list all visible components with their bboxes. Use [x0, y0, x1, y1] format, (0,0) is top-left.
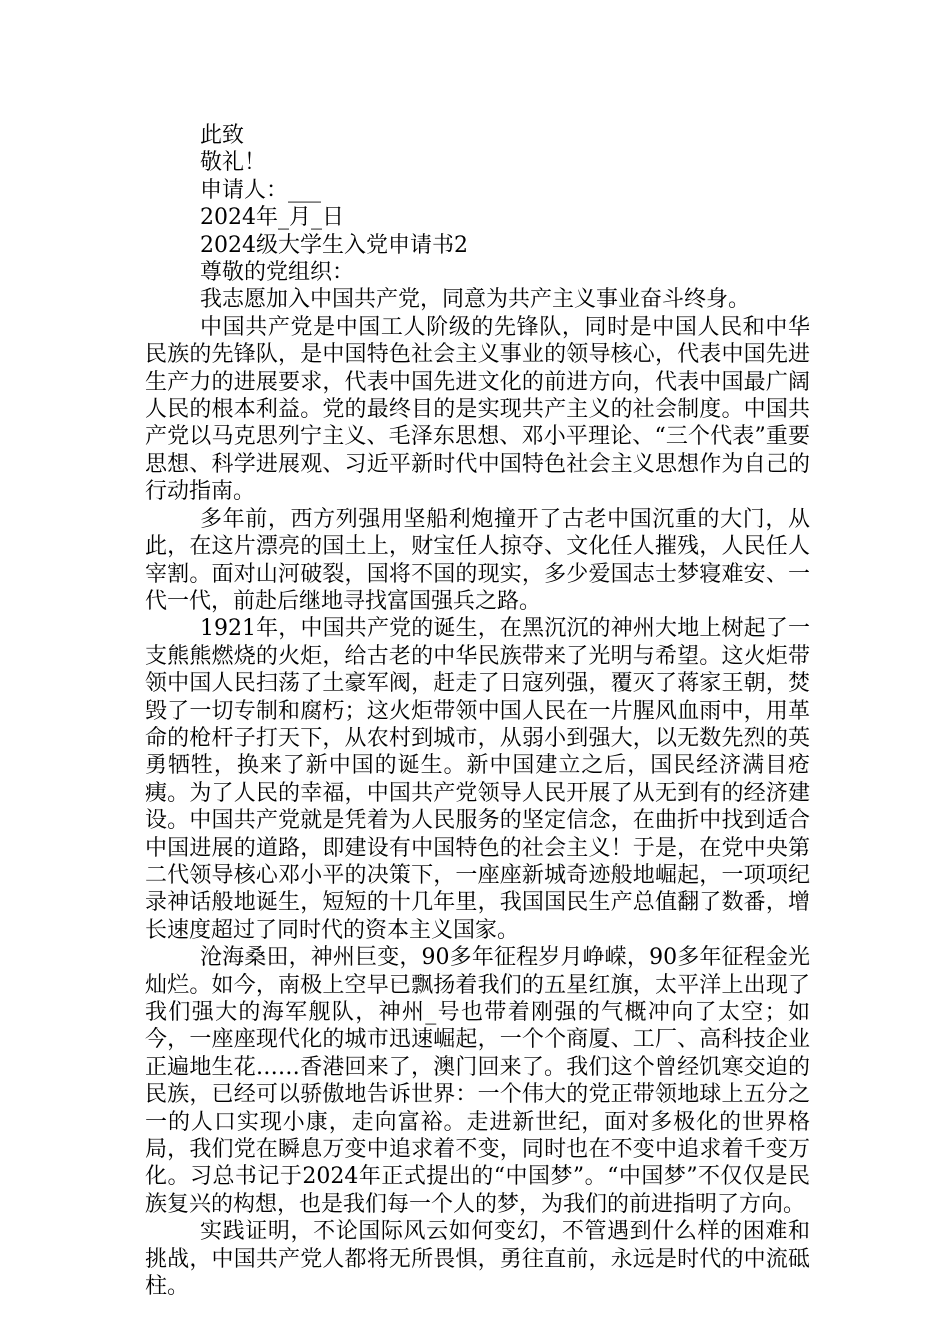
document-title: 2024级大学生入党申请书2 [200, 232, 468, 258]
paragraph: 中国共产党是中国工人阶级的先锋队，同时是中国人民和中华民族的先锋队，是中国特色社会主义事业的领导核心，代表中国先进生产力的进展要求，代表中国先进文化的前进方向，代表中国最广阔人民的根本利益。党的最终目的是实现共产主义的社会制度。中国共产党以马克思列宁主义、毛泽东思想、邓小平理论、“三个代表”重要思想、科学进展观、习近平新时代中国特色社会主义思想作为自己的行动指南。 [145, 314, 810, 505]
salute-line: 敬礼！ [200, 150, 267, 176]
paragraph: 1921年，中国共产党的诞生，在黑沉沉的神州大地上树起了一支熊熊燃烧的火炬，给古老的中华民族带来了光明与希望。这火炬带领中国人民扫荡了土豪军阀，赶走了日寇列强，覆灭了蒋家王朝，焚毁了一切专制和腐朽；这火炬带领中国人民在一片腥风血雨中，用革命的枪杆子打天下，从农村到城市，从弱小到强大，以无数先烈的英勇牺牲，换来了新中国的诞生。新中国建立之后，国民经济满目疮痍。为了人民的幸福，中国共产党领导人民开展了从无到有的经济建设。中国共产党就是凭着为人民服务的坚定信念，在曲折中找到适合中国进展的道路，即建设有中国特色的社会主义！于是，在党中央第二代领导核心邓小平的决策下，一座座新城奇迹般地崛起，一项项纪录神话般地诞生，短短的十几年里，我国国民生产总值翻了数番，增长速度超过了同时代的资本主义国家。 [145, 616, 810, 943]
paragraph: 多年前，西方列强用坚船利炮撞开了古老中国沉重的大门，从此，在这片漂亮的国土上，财宝任人掠夺、文化任人摧残，人民任人宰割。面对山河破裂，国将不国的现实，多少爱国志士梦寝难安、一代一代，前赴后继地寻找富国强兵之路。 [145, 506, 810, 614]
paragraph: 实践证明，不论国际风云如何变幻，不管遇到什么样的困难和挑战，中国共产党人都将无所畏惧，勇往直前，永远是时代的中流砥柱。 [145, 1219, 810, 1300]
greeting-line: 尊敬的党组织： [200, 260, 355, 286]
date-line: 2024年_月_日 [200, 205, 344, 231]
paragraph: 我志愿加入中国共产党，同意为共产主义事业奋斗终身。 [200, 287, 751, 313]
document-body [145, 122, 810, 1300]
applicant-line: 申请人：___ [200, 177, 322, 203]
paragraph: 沧海桑田，神州巨变，90多年征程岁月峥嵘，90多年征程金光灿烂。如今，南极上空早已飘扬着我们的五星红旗，太平洋上出现了我们强大的海军舰队，神州_号也带着刚强的气概冲向了太空；如今，一座座现代化的城市迅速崛起，一个个商厦、工厂、高科技企业正遍地生花……香港回来了，澳门回来了。我们这个曾经饥寒交迫的民族，已经可以骄傲地告诉世界：一个伟大的党正带领地球上五分之一的人口实现小康，走向富裕。走进新世纪，面对多极化的世界格局，我们党在瞬息万变中追求着不变，同时也在不变中追求着千变万化。习总书记于2024年正式提出的“中国梦”。“中国梦”不仅仅是民族复兴的构想，也是我们每一个人的梦，为我们的前进指明了方向。 [145, 945, 810, 1217]
closing-line: 此致 [200, 123, 245, 148]
